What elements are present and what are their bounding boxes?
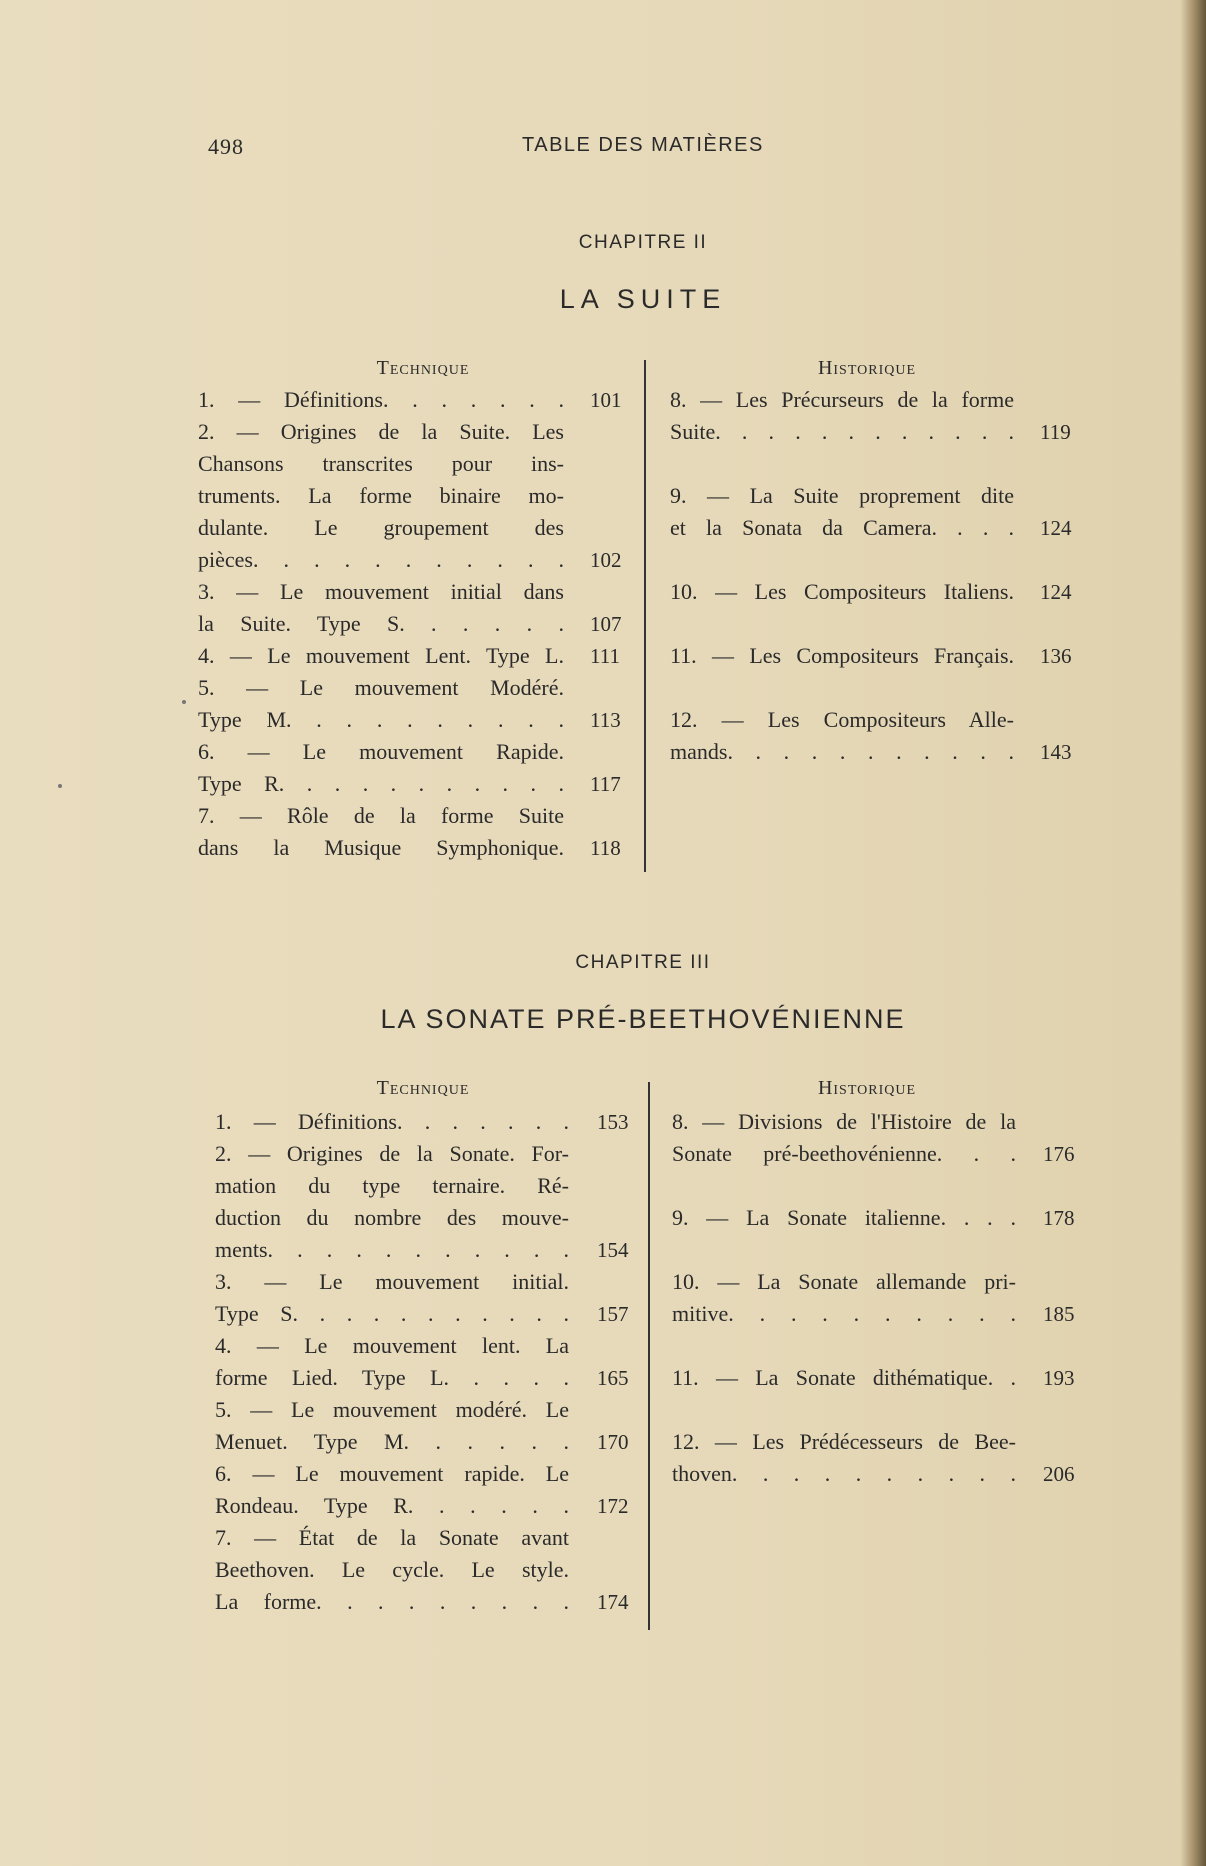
toc-entry-text: la Suite. Type S. . . . . .	[198, 611, 564, 636]
toc-line	[672, 1202, 1093, 1234]
toc-entry-text: mation du type ternaire. Ré-	[215, 1173, 569, 1198]
toc-entry-text: forme Lied. Type L. . . . .	[215, 1365, 569, 1390]
toc-line	[215, 1170, 647, 1202]
chapter-2-column-divider	[644, 360, 646, 872]
toc-entry-page: 124	[1040, 580, 1072, 604]
toc-line	[670, 736, 1090, 768]
chapter-2-label: CHAPITRE II	[578, 232, 708, 253]
toc-entry-page: 107	[590, 612, 622, 636]
toc-entry-text: Rondeau. Type R. . . . . .	[215, 1493, 569, 1518]
toc-entry-text: truments. La forme binaire mo-	[198, 483, 564, 508]
chapter-3-historique-heading: Historique	[817, 1077, 917, 1099]
toc-entry-page: 119	[1040, 420, 1071, 444]
toc-entry-page: 185	[1043, 1302, 1075, 1326]
toc-entry-page: 117	[590, 772, 621, 796]
toc-line	[215, 1202, 647, 1234]
toc-entry-page: 154	[597, 1238, 629, 1262]
toc-line	[198, 736, 640, 768]
toc-entry-text: 3. — Le mouvement initial.	[215, 1269, 569, 1294]
toc-entry-text: 10. — Les Compositeurs Italiens.	[670, 579, 1014, 604]
toc-line	[215, 1138, 647, 1170]
toc-entry-text: 7. — Rôle de la forme Suite	[198, 803, 564, 828]
toc-entry-text: thoven. . . . . . . . . .	[672, 1461, 1016, 1486]
toc-line	[670, 704, 1090, 736]
toc-entry-page: 174	[597, 1590, 629, 1614]
toc-entry-text: 4. — Le mouvement lent. La	[215, 1333, 569, 1358]
toc-line	[215, 1106, 647, 1138]
toc-entry-page: 206	[1043, 1462, 1075, 1486]
chapter-2-historique-heading: Historique	[817, 357, 917, 379]
toc-line	[215, 1586, 647, 1618]
toc-line	[672, 1138, 1093, 1170]
toc-line	[198, 544, 640, 576]
toc-entry-text: 6. — Le mouvement Rapide.	[198, 739, 564, 764]
toc-entry-text: 4. — Le mouvement Lent. Type L.	[198, 643, 564, 668]
toc-line	[215, 1426, 647, 1458]
ink-speck	[182, 700, 186, 704]
toc-line	[198, 640, 640, 672]
toc-entry-text: et la Sonata da Camera. . . .	[670, 515, 1014, 540]
toc-entry-text: 7. — État de la Sonate avant	[215, 1525, 569, 1550]
toc-entry-text: 11. — La Sonate dithématique. .	[672, 1365, 1016, 1390]
chapter-2-title: LA SUITE	[559, 284, 727, 314]
running-head	[208, 134, 928, 164]
toc-line	[215, 1458, 647, 1490]
toc-line	[672, 1426, 1093, 1458]
toc-entry-page: 101	[590, 388, 622, 412]
toc-entry-text: Menuet. Type M. . . . . .	[215, 1429, 569, 1454]
toc-line	[215, 1298, 647, 1330]
toc-entry-text: Chansons transcrites pour ins-	[198, 451, 564, 476]
chapter-3-label: CHAPITRE III	[575, 952, 711, 973]
toc-entry-page: 136	[1040, 644, 1072, 668]
toc-entry-text: Type R. . . . . . . . . . .	[198, 771, 564, 796]
toc-line	[198, 608, 640, 640]
running-title: TABLE DES MATIÈRES	[522, 134, 764, 156]
toc-line	[672, 1298, 1093, 1330]
toc-entry-text: 8. — Les Précurseurs de la forme	[670, 387, 1014, 412]
toc-entry-text: 2. — Origines de la Sonate. For-	[215, 1141, 569, 1166]
toc-line	[198, 512, 640, 544]
toc-line	[215, 1490, 647, 1522]
toc-entry-text: 5. — Le mouvement Modéré.	[198, 675, 564, 700]
toc-entry-text: 3. — Le mouvement initial dans	[198, 579, 564, 604]
chapter-2-technique-heading: Technique	[376, 357, 470, 379]
toc-entry-page: 118	[590, 836, 621, 860]
chapter-3-title: LA SONATE PRÉ-BEETHOVÉNIENNE	[380, 1004, 906, 1034]
toc-entry-text: 11. — Les Compositeurs Français.	[670, 643, 1014, 668]
toc-entry-text: 6. — Le mouvement rapide. Le	[215, 1461, 569, 1486]
toc-line	[215, 1234, 647, 1266]
toc-entry-text: La forme. . . . . . . . .	[215, 1589, 569, 1614]
toc-entry-text: Type S. . . . . . . . . . .	[215, 1301, 569, 1326]
toc-entry-page: 170	[597, 1430, 629, 1454]
toc-entry-text: Suite. . . . . . . . . . . .	[670, 419, 1014, 444]
page-number: 498	[208, 134, 244, 159]
toc-entry-text: 5. — Le mouvement modéré. Le	[215, 1397, 569, 1422]
chapter-3-technique-heading: Technique	[376, 1077, 470, 1099]
toc-entry-text: mands. . . . . . . . . . .	[670, 739, 1014, 764]
toc-entry-text: ments. . . . . . . . . . .	[215, 1237, 569, 1262]
toc-line	[670, 416, 1090, 448]
page-edge-shadow	[1180, 0, 1206, 1866]
toc-entry-page: 172	[597, 1494, 629, 1518]
toc-line	[198, 704, 640, 736]
toc-entry-text: pièces. . . . . . . . . . .	[198, 547, 564, 572]
toc-line	[670, 480, 1090, 512]
toc-entry-page: 157	[597, 1302, 629, 1326]
toc-line	[198, 832, 640, 864]
toc-entry-text: 1. — Définitions. . . . . . .	[198, 387, 564, 412]
toc-entry-page: 143	[1040, 740, 1072, 764]
toc-line	[670, 640, 1090, 672]
toc-entry-text: dulante. Le groupement des	[198, 515, 564, 540]
toc-line	[198, 576, 640, 608]
toc-line	[215, 1394, 647, 1426]
toc-line	[215, 1266, 647, 1298]
chapter-3-column-divider	[648, 1082, 650, 1630]
toc-entry-page: 102	[590, 548, 622, 572]
toc-entry-page: 113	[590, 708, 621, 732]
toc-line	[670, 512, 1090, 544]
toc-entry-text: 1. — Définitions. . . . . . .	[215, 1109, 569, 1134]
toc-entry-page: 176	[1043, 1142, 1075, 1166]
toc-line	[672, 1362, 1093, 1394]
toc-entry-text: Type M. . . . . . . . . .	[198, 707, 564, 732]
toc-entry-text: 9. — La Sonate italienne. . . .	[672, 1205, 1016, 1230]
toc-entry-text: dans la Musique Symphonique.	[198, 835, 564, 860]
toc-line	[215, 1362, 647, 1394]
toc-entry-text: 12. — Les Compositeurs Alle-	[670, 707, 1014, 732]
toc-line	[198, 416, 640, 448]
toc-entry-text: mitive. . . . . . . . . .	[672, 1301, 1016, 1326]
toc-entry-page: 165	[597, 1366, 629, 1390]
toc-line	[215, 1554, 647, 1586]
toc-entry-page: 124	[1040, 516, 1072, 540]
toc-entry-text: Sonate pré-beethovénienne. . .	[672, 1141, 1016, 1166]
toc-line	[670, 576, 1090, 608]
toc-line	[198, 768, 640, 800]
toc-entry-page: 193	[1043, 1366, 1075, 1390]
toc-line	[198, 384, 640, 416]
toc-entry-text: 8. — Divisions de l'Histoire de la	[672, 1109, 1016, 1134]
toc-entry-text: 9. — La Suite proprement dite	[670, 483, 1014, 508]
toc-entry-text: 2. — Origines de la Suite. Les	[198, 419, 564, 444]
toc-line	[198, 672, 640, 704]
toc-entry-text: 10. — La Sonate allemande pri-	[672, 1269, 1016, 1294]
toc-line	[672, 1106, 1093, 1138]
ink-speck	[58, 784, 62, 788]
toc-line	[198, 800, 640, 832]
toc-line	[198, 480, 640, 512]
toc-line	[670, 384, 1090, 416]
toc-line	[215, 1330, 647, 1362]
toc-entry-page: 178	[1043, 1206, 1075, 1230]
toc-line	[672, 1266, 1093, 1298]
toc-line	[215, 1522, 647, 1554]
toc-entry-page: 153	[597, 1110, 629, 1134]
toc-entry-text: duction du nombre des mouve-	[215, 1205, 569, 1230]
toc-line	[198, 448, 640, 480]
toc-entry-page: 111	[590, 644, 620, 668]
toc-line	[672, 1458, 1093, 1490]
toc-entry-text: 12. — Les Prédécesseurs de Bee-	[672, 1429, 1016, 1454]
toc-entry-text: Beethoven. Le cycle. Le style.	[215, 1557, 569, 1582]
